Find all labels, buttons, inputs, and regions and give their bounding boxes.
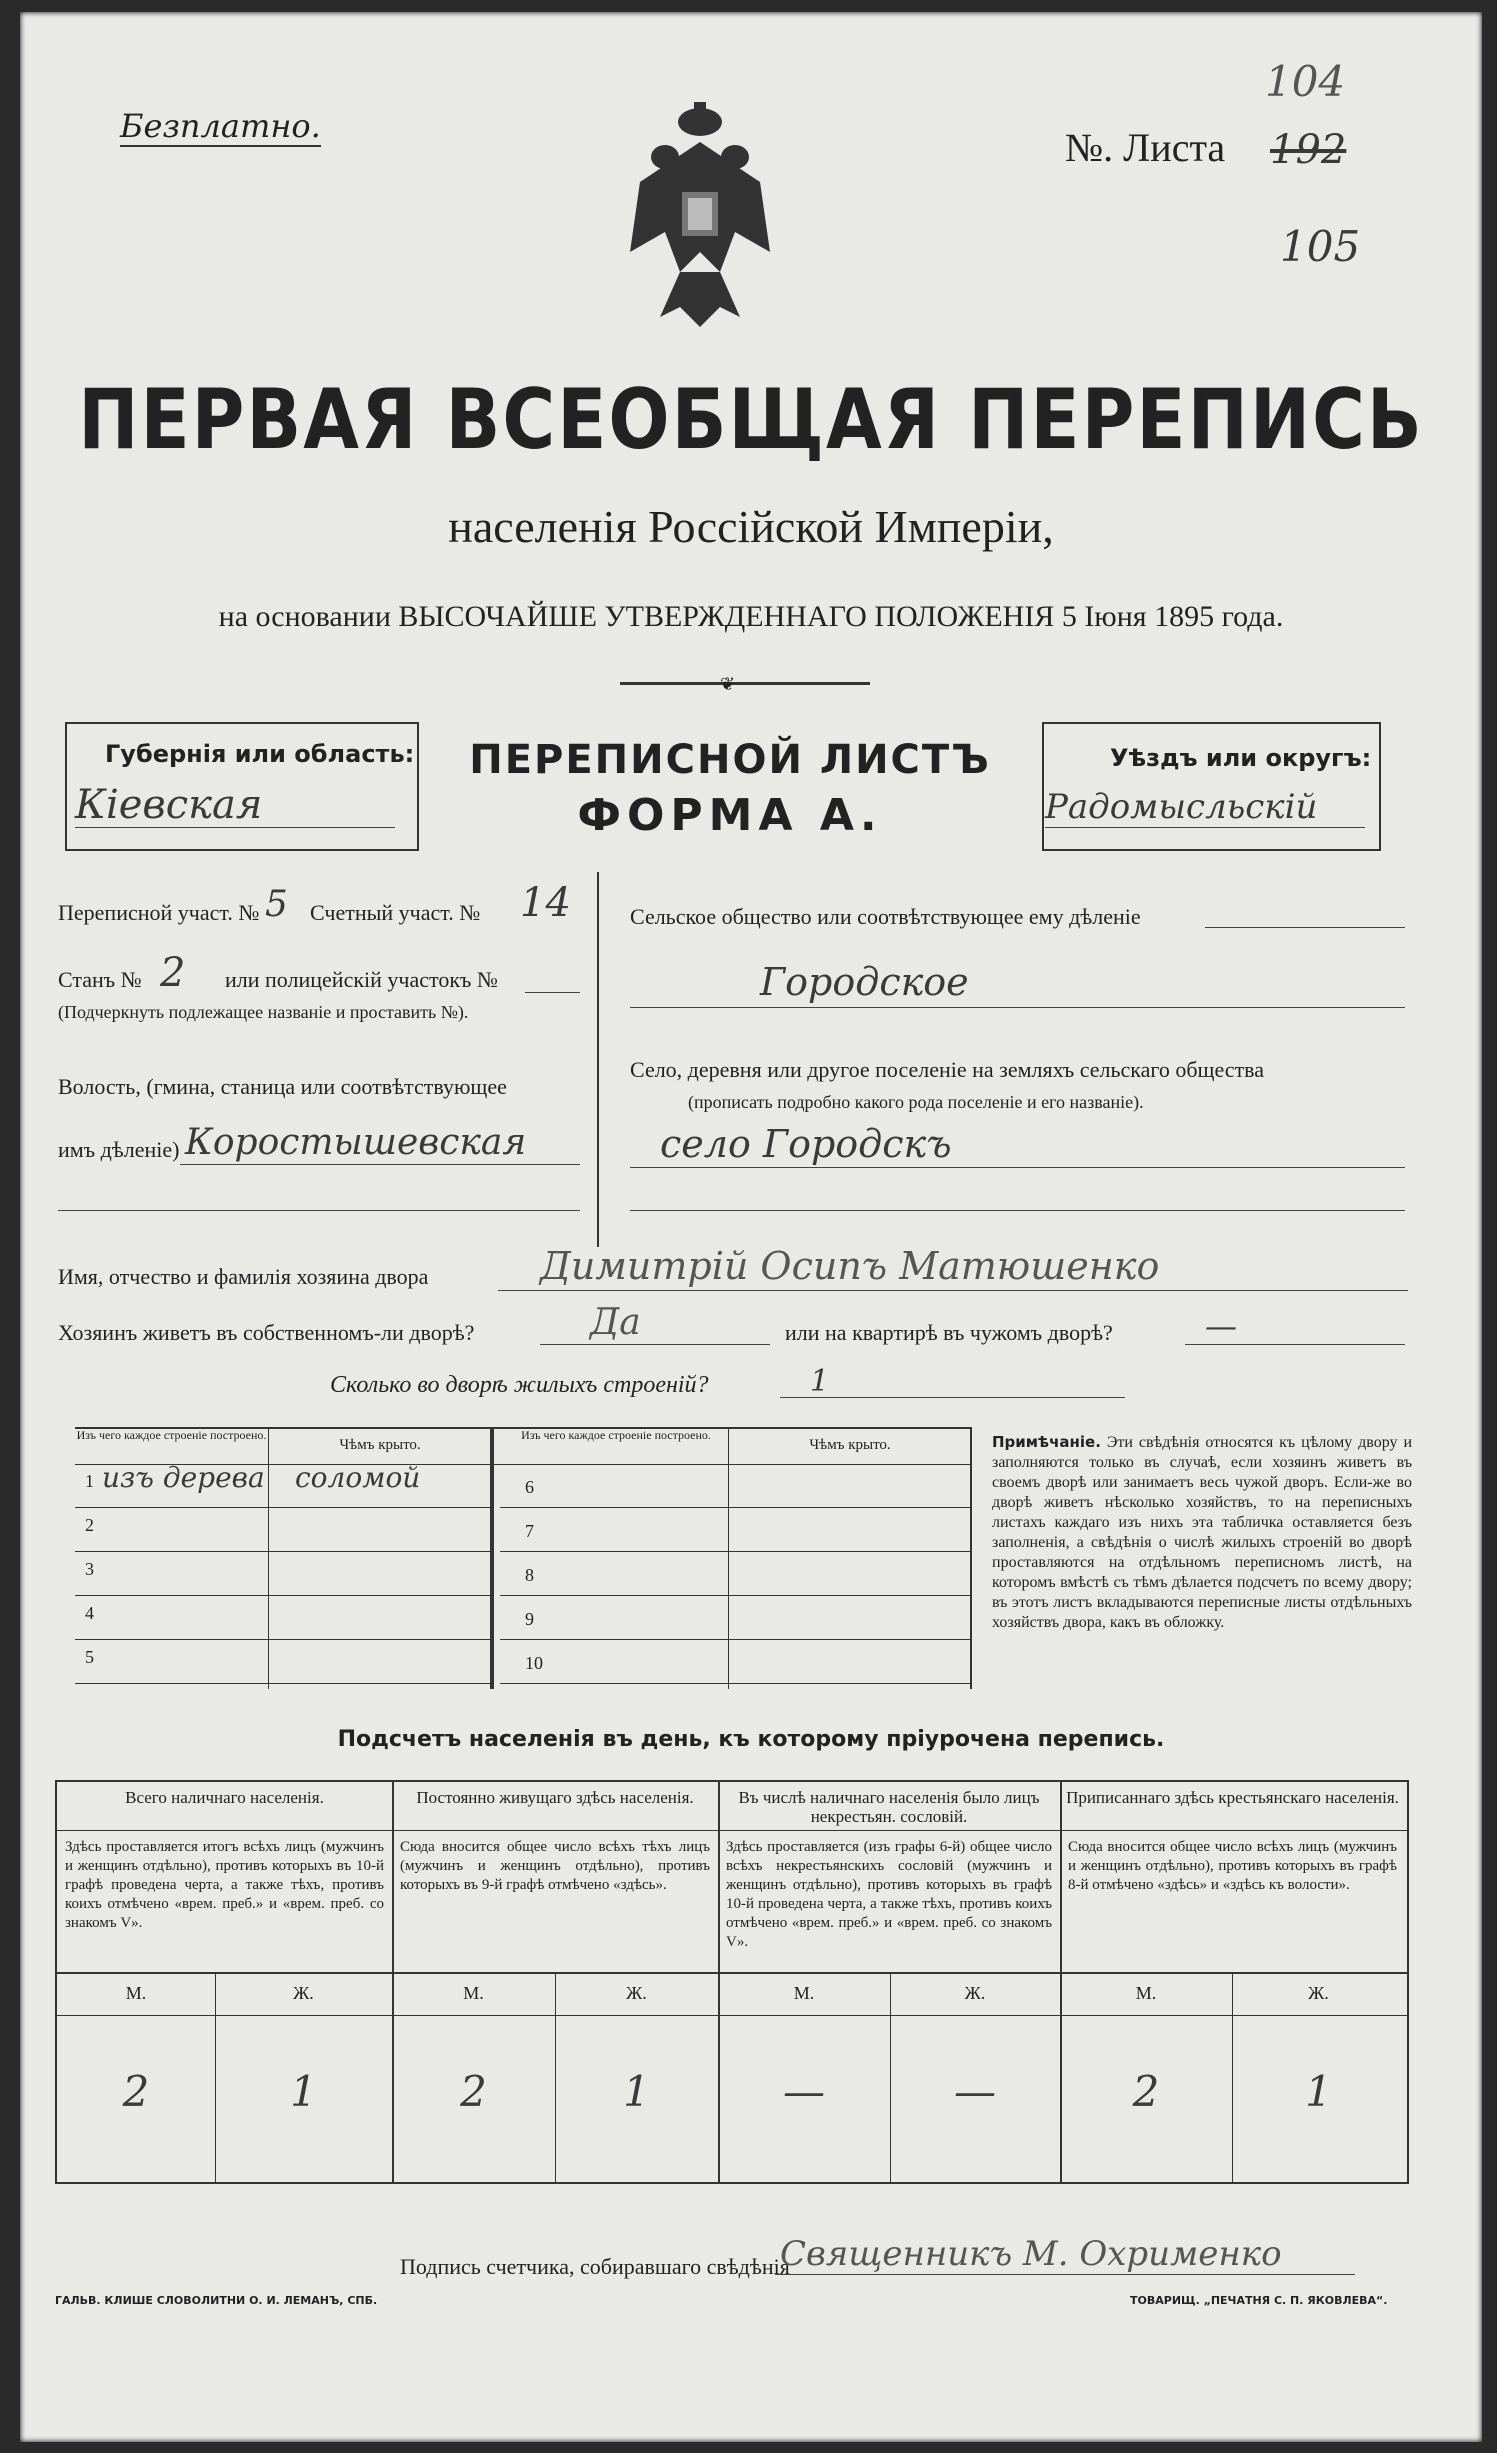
sheet-number-handwritten-top: 104	[1265, 57, 1346, 106]
male-count: 2	[1132, 2067, 1160, 2116]
footer-right: ТОВАРИЩ. „ПЕЧАТНЯ С. П. ЯКОВЛЕВА“.	[1130, 2294, 1388, 2307]
uezd-value: Радомысльскій	[1045, 787, 1318, 827]
rent-label: или на квартирѣ въ чужомъ дворѣ?	[785, 1320, 1113, 1345]
village-underline-2	[630, 1210, 1405, 1211]
form-letter: ФОРМА А.	[577, 790, 883, 841]
female-label: Ж.	[293, 1983, 314, 2003]
volost-value: Коростышевская	[185, 1122, 527, 1163]
female-label: Ж.	[626, 1983, 647, 2003]
police-label: или полицейскій участокъ №	[225, 967, 498, 992]
form-title: ПЕРЕПИСНОЙ ЛИСТЪ	[469, 737, 991, 783]
female-label: Ж.	[964, 1983, 986, 2003]
population-column-desc: Здѣсь проставляется (изъ графы 6-й) общее число всѣхъ некрестьянскихъ сословій (мужчинъ и женщинъ отдѣльно), противъ которыхъ въ графѣ 10-й проведена черта, а также тѣхъ, противъ коихъ отмѣчено «врем. преб.» и «врем. преб. со знакомъ V».	[726, 1839, 1052, 1950]
buildings-underline	[780, 1397, 1125, 1398]
rent-underline	[1185, 1344, 1405, 1345]
row-number: 5	[85, 1647, 94, 1667]
population-column-desc: Здѣсь проставляется итогъ всѣхъ лицъ (мужчинъ и женщинъ отдѣльно), противъ которыхъ въ 10-й графѣ проведена черта, а также тѣхъ, противъ коихъ отмѣчено «врем. преб.» и «врем. преб. со знакомъ V».	[65, 1839, 384, 1931]
signature-value: Священникъ М. Охрименко	[780, 2234, 1282, 2274]
male-label: М.	[793, 1983, 815, 2003]
note-title: Примѣчаніе.	[992, 1433, 1101, 1451]
row-number: 2	[85, 1515, 94, 1535]
female-count: —	[954, 2067, 996, 2116]
row-number: 3	[85, 1559, 94, 1579]
population-column-header: Приписаннаго здѣсь крестьянскаго населенія.	[1066, 1788, 1399, 1807]
male-count: 2	[122, 2067, 150, 2116]
uezd-underline	[1045, 827, 1365, 828]
own-yard-value: Да	[590, 1302, 641, 1343]
guberniya-value: Кіевская	[75, 782, 263, 828]
population-title: Подсчетъ населенія въ день, къ которому пріурочена перепись.	[337, 1727, 1165, 1752]
society-value: Городское	[760, 960, 969, 1004]
buildings-value: 1	[810, 1364, 830, 1399]
volost-label-2: имъ дѣленіе)	[58, 1137, 180, 1162]
row-number: 8	[525, 1565, 534, 1585]
population-column-header: Постоянно живущаго здѣсь населенія.	[416, 1788, 694, 1807]
underline-note: (Подчеркнуть подлежащее названіе и проставить №).	[58, 1002, 469, 1022]
note-text: Эти свѣдѣнія относятся къ цѣлому двору и заполняются только въ случаѣ, если хозяинъ живетъ въ своемъ дворѣ или занимаетъ весь чужой дворъ. Если-же во дворѣ живетъ нѣсколько хозяйствъ, то на переписныхъ листахъ каждаго изъ нихъ эта табличка оставляется безъ заполненія, а свѣдѣнія о числѣ жилыхъ строеній во дворѣ проставляются на отдѣльномъ переписномъ листѣ, на которомъ вмѣстѣ съ тѣмъ дѣлается подсчетъ по всему двору; въ этотъ листъ вкладываются переписные листы отдѣльныхъ хозяйствъ двора, какъ въ обложку.	[992, 1434, 1413, 1631]
population-column-header: Въ числѣ наличнаго населенія было лицъ некрестьян. сословій.	[738, 1788, 1040, 1826]
col-material-header-right: Изъ чего каждое строеніе построено.	[521, 1428, 711, 1442]
stan-label: Станъ №	[58, 967, 142, 992]
col-material-header-left: Изъ чего каждое строеніе построено.	[76, 1428, 267, 1442]
village-note: (прописать подробно какого рода поселеніе и его названіе).	[688, 1092, 1144, 1112]
row-roof: соломой	[295, 1461, 421, 1494]
male-count: —	[783, 2067, 825, 2116]
row-number: 1	[85, 1471, 94, 1491]
police-underline	[525, 992, 580, 993]
uezd-label: Уѣздъ или округъ:	[1110, 744, 1372, 772]
population-column-desc: Сюда вносится общее число всѣхъ лицъ (мужчинъ и женщинъ отдѣльно), противъ которыхъ въ графѣ 8-й отмѣчено «здѣсь» и «здѣсь къ волости».	[1068, 1839, 1397, 1893]
owner-name-underline	[498, 1290, 1408, 1291]
male-label: М.	[463, 1983, 484, 2003]
male-label: М.	[1135, 1983, 1157, 2003]
double-headed-eagle-icon	[620, 102, 780, 332]
signature-label: Подпись счетчика, собиравшаго свѣдѣнія	[400, 2254, 790, 2279]
census-area-value: 5	[265, 884, 288, 925]
sheet-number-handwritten-bottom: 105	[1280, 222, 1361, 271]
census-area-label: Переписной участ. №	[58, 900, 260, 925]
sheet-number-struck: 192	[1270, 127, 1347, 173]
row-material: изъ дерева	[102, 1461, 265, 1494]
page-subtitle: населенія Россійской Имперіи,	[448, 501, 1054, 552]
female-label: Ж.	[1308, 1983, 1329, 2003]
page-title: ПЕРВАЯ ВСЕОБЩАЯ ПЕРЕПИСЬ	[78, 370, 1424, 468]
male-count: 2	[460, 2067, 487, 2116]
male-label: М.	[125, 1983, 147, 2003]
village-underline-1	[630, 1167, 1405, 1168]
female-count: 1	[623, 2067, 650, 2116]
count-area-label: Счетный участ. №	[310, 900, 481, 925]
stan-value: 2	[160, 950, 186, 996]
rent-value: —	[1205, 1307, 1237, 1345]
count-area-value: 14	[520, 880, 571, 926]
row-number: 10	[525, 1653, 543, 1673]
village-label: Село, деревня или другое поселеніе на земляхъ сельскаго общества	[630, 1057, 1265, 1082]
society-underline-2	[630, 1007, 1405, 1008]
female-count: 1	[1305, 2067, 1332, 2116]
volost-label: Волость, (гмина, станица или соотвѣтствующее	[58, 1074, 507, 1099]
society-underline-1	[1205, 927, 1405, 928]
guberniya-underline	[75, 827, 395, 828]
volost-underline	[180, 1164, 580, 1165]
note-block	[992, 1432, 1412, 1633]
buildings-label: Сколько во дворѣ жилыхъ строеній?	[330, 1372, 709, 1398]
fields-divider	[597, 872, 599, 1247]
row-number: 6	[525, 1477, 534, 1497]
census-sheet	[20, 12, 1482, 2442]
own-yard-label: Хозяинъ живетъ въ собственномъ-ли дворѣ?	[58, 1320, 475, 1345]
footer-left: ГАЛЬВ. КЛИШЕ СЛОВОЛИТНИ О. И. ЛЕМАНЪ, СПБ.	[55, 2294, 378, 2307]
volost-underline-2	[58, 1210, 580, 1211]
col-roof-header-left: Чѣмъ крыто.	[339, 1437, 421, 1453]
population-column-header: Всего наличнаго населенія.	[125, 1788, 324, 1807]
col-roof-header-right: Чѣмъ крыто.	[809, 1437, 891, 1453]
sheet-number-label: №. Листа	[1065, 125, 1226, 170]
legal-basis: на основании ВЫСОЧАЙШЕ УТВЕРЖДЕННАГО ПОЛОЖЕНІЯ 5 Іюня 1895 года.	[218, 600, 1284, 633]
ornament-divider	[620, 682, 870, 685]
village-value: село Городскъ	[660, 1122, 952, 1166]
guberniya-label: Губернія или область:	[105, 740, 415, 768]
ornament-icon: ❦	[720, 674, 736, 694]
row-number: 7	[525, 1521, 534, 1541]
society-label: Сельское общество или соотвѣтствующее ему дѣленіе	[630, 904, 1141, 929]
free-label: Безплатно.	[120, 107, 321, 145]
population-column-desc: Сюда вносится общее число всѣхъ тѣхъ лицъ (мужчинъ и женщинъ отдѣльно), противъ которыхъ въ 9-й графѣ отмѣчено «здѣсь».	[400, 1839, 710, 1893]
signature-underline	[775, 2274, 1355, 2275]
owner-name-value: Димитрій Осипъ Матюшенко	[540, 1244, 1160, 1288]
female-count: 1	[290, 2067, 317, 2116]
row-number: 9	[525, 1609, 534, 1629]
bleed-through-text	[120, 162, 124, 180]
own-yard-underline	[540, 1344, 770, 1345]
owner-name-label: Имя, отчество и фамилія хозяина двора	[58, 1264, 429, 1289]
row-number: 4	[85, 1603, 94, 1623]
